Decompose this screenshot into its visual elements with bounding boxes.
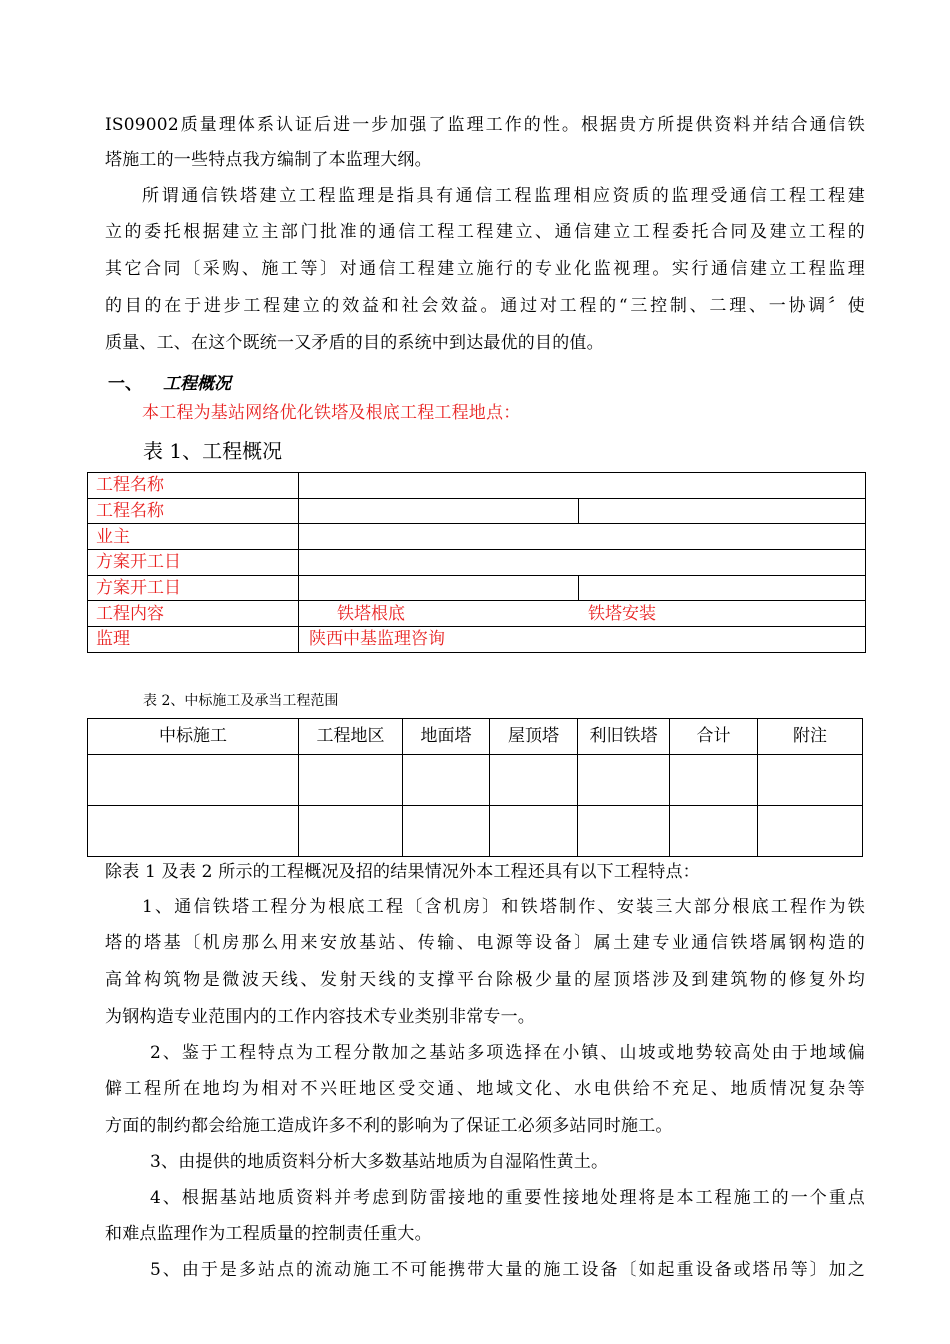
column-header: 地面塔 bbox=[403, 719, 490, 755]
table-cell bbox=[670, 806, 758, 857]
table-cell bbox=[578, 755, 670, 806]
table1-label: 工程内容 bbox=[88, 601, 299, 627]
item2-line-2: 僻工程所在地均为相对不兴旺地区受交通、地域文化、水电供给不充足、地质情况复杂等 bbox=[105, 1079, 865, 1099]
item4-line-2: 和难点监理作为工程质量的控制责任重大。 bbox=[105, 1224, 432, 1244]
item4-line-1: 4、根据基站地质资料并考虑到防雷接地的重要性接地处理将是本工程施工的一个重点 bbox=[150, 1188, 865, 1208]
table-row bbox=[88, 550, 866, 576]
item1-line-1: 1、通信铁塔工程分为根底工程〔含机房〕和铁塔制作、安装三大部分根底工程作为铁 bbox=[142, 897, 865, 917]
table-row bbox=[88, 601, 866, 627]
after-tables-text: 除表 1 及表 2 所示的工程概况及招的结果情况外本工程还具有以下工程特点： bbox=[105, 862, 700, 882]
para2-line-3: 其它合同〔采购、施工等〕对通信工程建立施行的专业化监视理。实行通信建立工程监理 bbox=[105, 259, 865, 279]
table1-value bbox=[299, 498, 579, 524]
table1-value bbox=[299, 524, 866, 550]
para2-line-2: 立的委托根据建立主部门批准的通信工程工程建立、通信建立工程委托合同及建立工程的 bbox=[105, 222, 865, 242]
table-row bbox=[88, 627, 866, 653]
table1-value bbox=[579, 498, 866, 524]
table-row bbox=[88, 575, 866, 601]
table1-value: 陕西中基监理咨询 bbox=[299, 627, 866, 653]
para2-line-5: 质量、工、在这个既统一又矛盾的目的系统中到达最优的目的值。 bbox=[105, 333, 604, 353]
table1-value bbox=[299, 601, 866, 627]
column-header: 合计 bbox=[670, 719, 758, 755]
table1-label: 方案开工日 bbox=[88, 575, 299, 601]
item3-text: 3、由提供的地质资料分析大多数基站地质为自湿陷性黄土。 bbox=[150, 1152, 609, 1172]
column-header: 屋顶塔 bbox=[490, 719, 578, 755]
bid-scope-table bbox=[87, 718, 863, 857]
item2-line-1: 2、鉴于工程特点为工程分散加之基站多项选择在小镇、山坡或地势较高处由于地域偏 bbox=[150, 1043, 865, 1063]
table-row bbox=[88, 755, 863, 806]
project-overview-table bbox=[87, 472, 866, 653]
table-cell bbox=[403, 806, 490, 857]
table1-label: 方案开工日 bbox=[88, 550, 299, 576]
table1-value bbox=[299, 550, 866, 576]
intro-line-2: 塔施工的一些特点我方编制了本监理大纲。 bbox=[105, 150, 432, 170]
table-cell bbox=[490, 755, 578, 806]
table-row bbox=[88, 473, 866, 499]
table-cell bbox=[490, 806, 578, 857]
table-cell bbox=[758, 755, 863, 806]
table-cell bbox=[758, 806, 863, 857]
table-cell bbox=[88, 806, 299, 857]
table-row bbox=[88, 498, 866, 524]
column-header: 中标施工 bbox=[88, 719, 299, 755]
table-cell bbox=[88, 755, 299, 806]
table1-label: 工程名称 bbox=[88, 473, 299, 499]
item1-line-4: 为钢构造专业范围内的工作内容技术专业类别非常专一。 bbox=[105, 1007, 535, 1027]
table1-label: 业主 bbox=[88, 524, 299, 550]
section-number: 一、 bbox=[108, 374, 142, 394]
table-cell bbox=[670, 755, 758, 806]
column-header: 附注 bbox=[758, 719, 863, 755]
column-header: 工程地区 bbox=[299, 719, 403, 755]
item5-line-1: 5、由于是多站点的流动施工不可能携带大量的施工设备〔如起重设备或塔吊等〕加之 bbox=[150, 1260, 865, 1280]
item1-line-2: 塔的塔基〔机房那么用来安放基站、传输、电源等设备〕属土建专业通信铁塔属钢构造的 bbox=[105, 933, 865, 953]
table-cell bbox=[578, 806, 670, 857]
work-item-foundation: 铁塔根底 bbox=[337, 603, 405, 624]
table1-value bbox=[579, 575, 866, 601]
table1-value bbox=[299, 575, 579, 601]
table-cell bbox=[403, 755, 490, 806]
item2-line-3: 方面的制约都会给施工造成许多不利的影响为了保证工必须多站同时施工。 bbox=[105, 1116, 673, 1136]
table-header-row bbox=[88, 719, 863, 755]
table1-label: 监理 bbox=[88, 627, 299, 653]
column-header: 利旧铁塔 bbox=[578, 719, 670, 755]
table1-value bbox=[299, 473, 866, 499]
table1-label: 工程名称 bbox=[88, 498, 299, 524]
section-lead: 本工程为基站网络优化铁塔及根底工程工程地点： bbox=[142, 403, 521, 423]
table-row bbox=[88, 806, 863, 857]
table-row bbox=[88, 524, 866, 550]
table-cell bbox=[299, 755, 403, 806]
para2-line-4: 的目的在于进步工程建立的效益和社会效益。通过对工程的“三控制、二理、一协调〞使 bbox=[105, 296, 865, 316]
item1-line-3: 高耸构筑物是微波天线、发射天线的支撑平台除极少量的屋顶塔涉及到建筑物的修复外均 bbox=[105, 970, 865, 990]
table2-caption: 表 2、中标施工及承当工程范围 bbox=[143, 693, 339, 709]
intro-line-1: IS09002质量理体系认证后进一步加强了监理工作的性。根据贵方所提供资料并结合通信铁 bbox=[105, 115, 865, 135]
para2-line-1: 所谓通信铁塔建立工程监理是指具有通信工程监理相应资质的监理受通信工程工程建 bbox=[142, 186, 865, 206]
table1-caption: 表 1、工程概况 bbox=[143, 439, 283, 463]
section-title: 工程概况 bbox=[163, 374, 231, 394]
work-item-installation: 铁塔安装 bbox=[588, 603, 656, 624]
table-cell bbox=[299, 806, 403, 857]
